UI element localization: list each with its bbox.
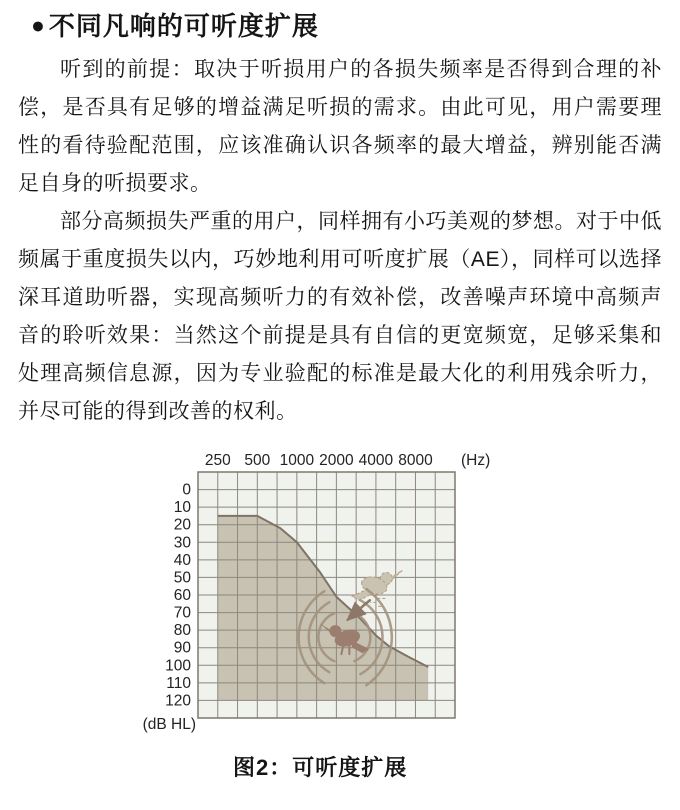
page-title [31, 8, 662, 43]
y-tick-label: 120 [165, 692, 191, 710]
y-tick-label: 100 [165, 657, 191, 675]
paragraph-1: 听到的前提：取决于听损用户的各损失频率是否得到合理的补偿，是否具有足够的增益满足听损的需求。由此可见，用户需要理性的看待验配范围，应该准确认识各频率的最大增益，辨别能否满足自身的听损要求。 [18, 58, 662, 195]
x-tick-label: 1000 [279, 452, 315, 469]
x-tick-label: 4000 [358, 452, 394, 469]
y-tick-label: 70 [173, 604, 191, 622]
x-tick-label: 2000 [319, 452, 354, 469]
y-tick-label: 60 [173, 587, 191, 604]
y-tick-label: 0 [182, 481, 191, 499]
figure-audiogram [0, 446, 680, 782]
x-axis-unit-label: (Hz) [461, 452, 491, 469]
paragraph-2: 部分高频损失严重的用户，同样拥有小巧美观的梦想。对于中低频属于重度损失以内，巧妙地利用可听度扩展（AE），同样可以选择深耳道助听器，实现高频听力的有效补偿，改善噪声环境中高频声音的聆听效果：当然这个前提是具有自信的更宽频宽，足够采集和处理高频信息源，因为专业验配的标准是最大化的利用残余听力，并尽可能的得到改善的权利。 [18, 210, 662, 423]
x-tick-label: 8000 [398, 452, 433, 469]
bullet-icon: ● [31, 12, 46, 38]
y-tick-label: 80 [173, 622, 191, 640]
y-tick-label: 40 [173, 551, 191, 569]
y-tick-label: 90 [173, 639, 191, 657]
audiogram-chart [0, 446, 680, 741]
y-tick-label: 30 [173, 534, 191, 552]
y-tick-label: 10 [173, 499, 191, 517]
y-tick-label: 20 [173, 516, 191, 534]
x-tick-label: 250 [204, 452, 231, 469]
figure-caption: 图2：可听度扩展 [233, 755, 408, 780]
page-title-text: 不同凡响的可听度扩展 [48, 11, 319, 41]
x-tick-label: 500 [244, 452, 271, 469]
y-tick-label: 110 [166, 674, 191, 692]
y-axis-unit-label: (dB HL) [142, 716, 196, 733]
y-tick-label: 50 [173, 569, 191, 587]
